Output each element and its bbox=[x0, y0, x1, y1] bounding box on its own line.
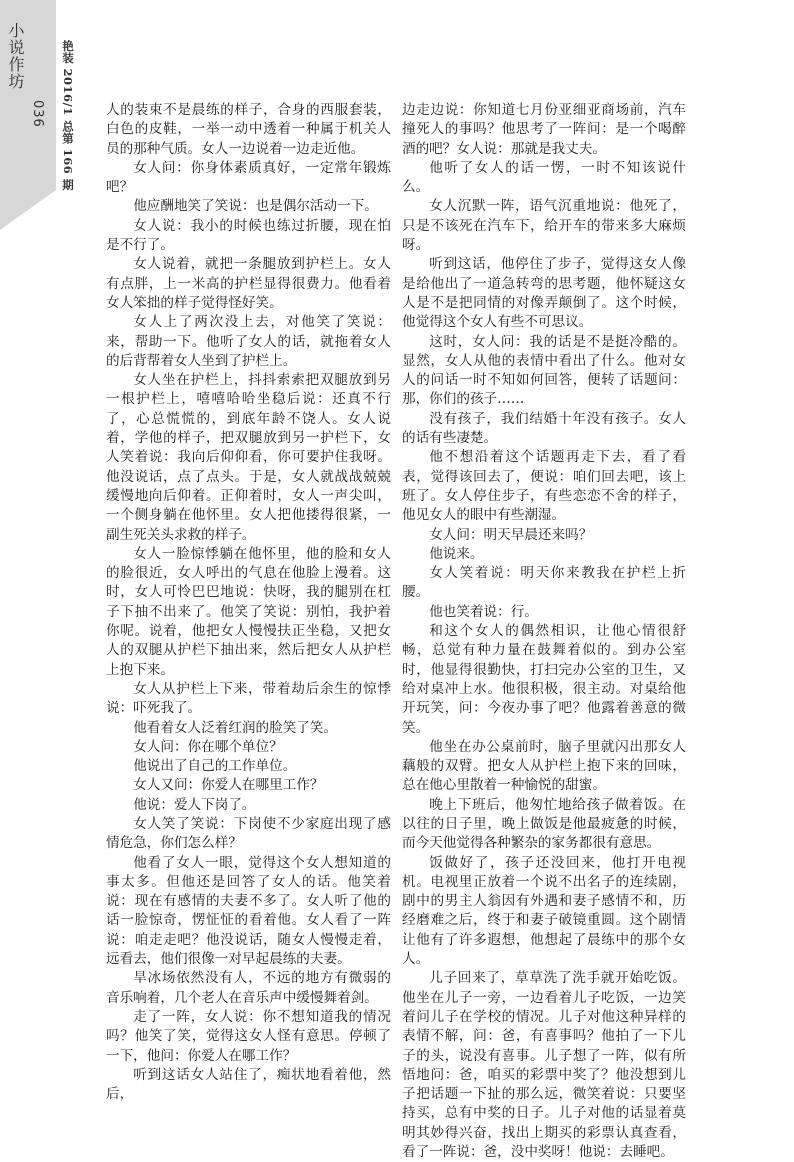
paragraph: 他说：爱人下岗了。 bbox=[133, 796, 256, 813]
paragraph: 他说来。 bbox=[429, 545, 484, 562]
paragraph: 女人说：我小的时候也练过折腰，现在怕是不行了。 bbox=[106, 217, 391, 254]
paragraph: 他也笑着说：行。 bbox=[429, 603, 538, 620]
left-column bbox=[106, 101, 391, 1104]
paragraph: 女人沉默一阵，语气沉重地说：他死了，只是不该死在汽车下，给开车的带来多大麻烦呀。 bbox=[402, 198, 686, 254]
paragraph: 听到这话女人站住了，痴状地看着他，然后， bbox=[106, 1066, 391, 1103]
paragraph: 他说出了自己的工作单位。 bbox=[133, 758, 297, 775]
paragraph: 没有孩子，我们结婚十年没有孩子。女人的话有些凄楚。 bbox=[402, 410, 686, 447]
paragraph: 他听了女人的话一愣，一时不知该说什么。 bbox=[402, 159, 686, 196]
paragraph: 走了一阵，女人说：你不想知道我的情况吗？他笑了笑，觉得这女人怪有意思。停顿了一下，他问：你爱人在哪工作？ bbox=[106, 1008, 391, 1064]
paragraph: 这时，女人问：我的话是不是挺冷酷的。显然，女人从他的表情中看出了什么。他对女人的问话一时不知如何回答，便转了话题问：那，你们的孩子…… bbox=[402, 333, 686, 408]
paragraph: 边走边说：你知道七月份亚细亚商场前，汽车撞死人的事吗？他思考了一阵问：是一个喝醉酒的吧？女人说：那就是我丈夫。 bbox=[402, 102, 686, 157]
paragraph: 晚上下班后，他匆忙地给孩子做着饭。在以往的日子里，晚上做饭是他最疲惫的时候，而今天他觉得各种繁杂的家务都很有意思。 bbox=[402, 796, 686, 852]
right-column bbox=[402, 101, 686, 1162]
paragraph: 旱冰场依然没有人，不远的地方有微弱的音乐响着，几个老人在音乐声中缓慢舞着剑。 bbox=[106, 970, 391, 1006]
paragraph: 听到这话，他停住了步子，觉得这女人像是给他出了一道急转弯的思考题，他怀疑这女人是不是把同情的对像弄颠倒了。这个时候，他觉得这个女人有些不可思议。 bbox=[402, 256, 686, 331]
paragraph: 他不想沿着这个话题再走下去，看了看表，觉得该回去了，便说：咱们回去吧，该上班了。女人停住步子，有些恋恋不舍的样子，他见女人的眼中有些潮湿。 bbox=[402, 449, 686, 524]
paragraph: 女人问：明天早晨还来吗？ bbox=[429, 526, 593, 543]
section-title: 小说作坊 bbox=[6, 22, 25, 90]
issue-info: 艳装 2016/1 总第 166 期 bbox=[61, 40, 75, 191]
paragraph: 饭做好了，孩子还没回来，他打开电视机。电视里正放着一个说不出名子的连续剧，剧中的男主人翁因有外遇和妻子感情不和，历经磨难之后，终于和妻子破镜重圆。这个剧情让他有了许多遐想，他想起了晨练中的那个女人。 bbox=[402, 854, 686, 968]
paragraph: 儿子回来了，草草洗了洗手就开始吃饭。他坐在儿子一旁，一边看着儿子吃饭，一边笑着问儿子在学校的情况。儿子对他这种异样的表情不解，问：爸，有喜事吗？他拍了一下儿子的头，说没有喜事。儿子想了一阵，似有所悟地问：爸，咱买的彩票中奖了？他没想到儿子把话题一下扯的那么远，微笑着说：只要坚持买，总有中奖的日子。儿子对他的话显着莫明其妙得兴奋，找出上期买的彩票认真查看，看了一阵说：爸，没中奖呀！他说：去睡吧。 bbox=[402, 970, 686, 1161]
paragraph: 和这个女人的偶然相识，让他心情很舒畅，总觉有种力量在鼓舞着似的。到办公室时，他显得很勤快，打扫完办公室的卫生，又给对桌冲上水。他很积极，很主动。对桌给他开玩笑，问：今夜办事了吧？他露着善意的微笑。 bbox=[402, 623, 686, 736]
paragraph: 他看着女人泛着红润的脸笑了笑。 bbox=[133, 719, 338, 736]
paragraph: 女人笑着说：明天你来教我在护栏上折腰。 bbox=[402, 565, 686, 601]
paragraph: 女人上了两次没上去，对他笑了笑说：来，帮助一下。他听了女人的话，就拖着女人的后背帮着女人坐到了护栏上。 bbox=[106, 314, 391, 369]
section-tab bbox=[0, 0, 56, 190]
paragraph: 女人笑了笑说：下岗使不少家庭出现了感情危急，你们怎么样？ bbox=[106, 815, 391, 852]
paragraph: 女人坐在护栏上，抖抖索索把双腿放到另一根护栏上，嘻嘻哈哈坐稳后说：还真不行了，心总慌慌的，到底年龄不饶人。女人说着，学他的样子，把双腿放到另一护栏下，女人笑着说：我向后仰仰看，你可要护住我呀。他没说话，点了点头。于是，女人就战战兢兢缓慢地向后仰着。正仰着时，女人一声尖叫，一个侧身躺在他怀里。女人把他搂得很紧，一副生死关头求救的样子。 bbox=[106, 372, 391, 543]
paragraph: 他看了女人一眼，觉得这个女人想知道的事太多。但他还是回答了女人的话。他笑着说：现在有感情的夫妻不多了。女人听了他的话一脸惊奇，愣怔怔的看着他。女人看了一阵说：咱走走吧？他没说话，随女人慢慢走着，远看去，他们很像一对早起晨练的夫妻。 bbox=[106, 854, 391, 968]
paragraph: 女人又问：你爱人在哪里工作？ bbox=[133, 777, 324, 794]
page-number: 036 bbox=[30, 100, 45, 128]
paragraph: 人的装束不是晨练的样子，合身的西服套装，白色的皮鞋，一举一动中透着一种属于机关人员的那种气质。女人一边说着一边走近他。 bbox=[106, 102, 391, 157]
paragraph: 他应酬地笑了笑说：也是偶尔活动一下。 bbox=[133, 198, 378, 215]
paragraph: 女人问：你在哪个单位？ bbox=[133, 738, 283, 755]
paragraph: 女人从护栏上下来，带着劫后余生的惊悸说：吓死我了。 bbox=[106, 680, 391, 717]
paragraph: 女人问：你身体素质真好，一定常年锻炼吧？ bbox=[106, 159, 391, 196]
paragraph: 女人说着，就把一条腿放到护栏上。女人有点胖，上一米高的护栏显得很费力。他看着女人笨拙的样子觉得怪好笑。 bbox=[106, 256, 391, 311]
paragraph: 他坐在办公桌前时，脑子里就闪出那女人藕般的双臂。把女人从护栏上抱下来的回味，总在他心里散着一种愉悦的甜蜜。 bbox=[402, 738, 686, 794]
paragraph: 女人一脸惊悸躺在他怀里，他的脸和女人的脸很近，女人呼出的气息在他脸上漫着。这时，女人可怜巴巴地说：快呀，我的腿别在杠子下抽不出来了。他笑了笑说：别怕，我护着你呢。说着，他把女人慢慢扶正坐稳，又把女人的双腿从护栏下抽出来，然后把女人从护栏上抱下来。 bbox=[106, 545, 391, 678]
